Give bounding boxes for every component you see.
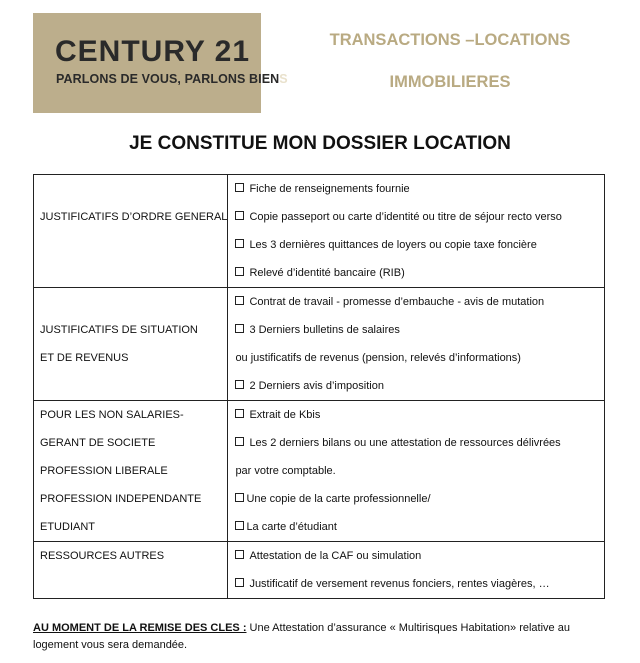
document-item-text: Justificatif de versement revenus fonciers, rentes viagères, … (249, 578, 550, 590)
document-item-text: Attestation de la CAF ou simulation (249, 550, 422, 562)
document-item-text: Contrat de travail - promesse d’embauche - avis de mutation (249, 296, 545, 308)
document-item (228, 401, 604, 429)
document-item-text: Les 3 dernières quittances de loyers ou copie taxe foncière (249, 239, 537, 251)
logo-tagline-main: PARLONS DE VOUS, PARLONS BIEN (56, 72, 280, 86)
documents-cell (228, 542, 605, 599)
document-item (228, 485, 604, 513)
checkbox-icon[interactable] (235, 409, 244, 418)
checkbox-icon[interactable] (235, 578, 244, 587)
category-cell (34, 542, 228, 599)
checkbox-icon[interactable] (235, 267, 244, 276)
document-item (228, 316, 604, 344)
document-item (228, 175, 604, 203)
category-label: POUR LES NON SALARIES- (40, 409, 184, 421)
document-item (228, 259, 604, 287)
document-item (228, 570, 604, 598)
document-item-text: ou justificatifs de revenus (pension, relevés d’informations) (235, 352, 521, 364)
document-item (228, 288, 604, 316)
category-label: GERANT DE SOCIETE (40, 437, 156, 449)
checkbox-icon[interactable] (235, 296, 244, 305)
document-item (228, 429, 604, 457)
checkbox-icon[interactable] (235, 211, 244, 220)
category-label: PROFESSION LIBERALE (40, 465, 168, 477)
checkbox-icon[interactable] (235, 550, 244, 559)
century21-logo (33, 13, 288, 113)
checkbox-icon[interactable] (235, 239, 244, 248)
category-label: ETUDIANT (40, 521, 95, 533)
category-label: JUSTIFICATIFS DE SITUATION (40, 324, 198, 336)
document-item-text: La carte d’étudiant (246, 521, 337, 533)
document-item (228, 542, 604, 570)
document-item (228, 344, 604, 372)
logo-tagline-end: S (279, 72, 288, 86)
category-label (34, 570, 227, 598)
checkbox-icon[interactable] (235, 437, 244, 446)
documents-cell (228, 288, 605, 401)
category-label: RESSOURCES AUTRES (40, 550, 165, 562)
footer-note (33, 620, 593, 654)
document-item-text: Extrait de Kbis (249, 409, 321, 421)
category-label: JUSTIFICATIFS D’ORDRE GENERAL (40, 211, 228, 223)
category-label (34, 372, 227, 400)
document-title: JE CONSTITUE MON DOSSIER LOCATION (129, 133, 511, 154)
logo-brand: CENTURY 21 (55, 35, 251, 68)
checkbox-icon[interactable] (235, 183, 244, 192)
document-item-text: Relevé d’identité bancaire (RIB) (249, 267, 405, 279)
category-cell (34, 175, 228, 288)
document-item-text: Copie passeport ou carte d’identité ou titre de séjour recto verso (249, 211, 562, 223)
dossier-row (34, 401, 605, 542)
dossier-row (34, 175, 605, 288)
category-label: PROFESSION INDEPENDANTE (40, 493, 202, 505)
dossier-row (34, 542, 605, 599)
document-item-text: Les 2 derniers bilans ou une attestation de ressources délivrées (249, 437, 561, 449)
category-label (34, 175, 227, 203)
category-label: ET DE REVENUS (40, 352, 129, 364)
category-cell (34, 401, 228, 542)
checkbox-icon[interactable] (235, 324, 244, 333)
document-item (228, 231, 604, 259)
document-item-text: 3 Derniers bulletins de salaires (249, 324, 400, 336)
header-line-2: IMMOBILIERES (389, 73, 511, 91)
category-cell (34, 288, 228, 401)
logo-tagline (56, 72, 288, 86)
footer-text: Une Attestation d’assurance « Multirisques Habitation» relative au logement vous sera demandée. (33, 622, 570, 651)
document-item-text: 2 Derniers avis d’imposition (249, 380, 384, 392)
documents-cell (228, 401, 605, 542)
document-item (228, 457, 604, 485)
footer-label: AU MOMENT DE LA REMISE DES CLES : (33, 622, 247, 634)
document-item-text: Fiche de renseignements fournie (249, 183, 410, 195)
document-item-text: Une copie de la carte professionnelle/ (246, 493, 431, 505)
category-label (34, 288, 227, 316)
documents-cell (228, 175, 605, 288)
checkbox-icon[interactable] (235, 493, 244, 502)
checkbox-icon[interactable] (235, 380, 244, 389)
dossier-row (34, 288, 605, 401)
document-item-text: par votre comptable. (235, 465, 336, 477)
category-label (34, 231, 227, 259)
dossier-table-body (34, 175, 605, 599)
document-item (228, 203, 604, 231)
header-line-1: TRANSACTIONS –LOCATIONS (329, 31, 571, 49)
checkbox-icon[interactable] (235, 521, 244, 530)
document-item (228, 513, 604, 541)
document-item (228, 372, 604, 400)
category-label (34, 259, 227, 287)
dossier-table (33, 174, 605, 599)
